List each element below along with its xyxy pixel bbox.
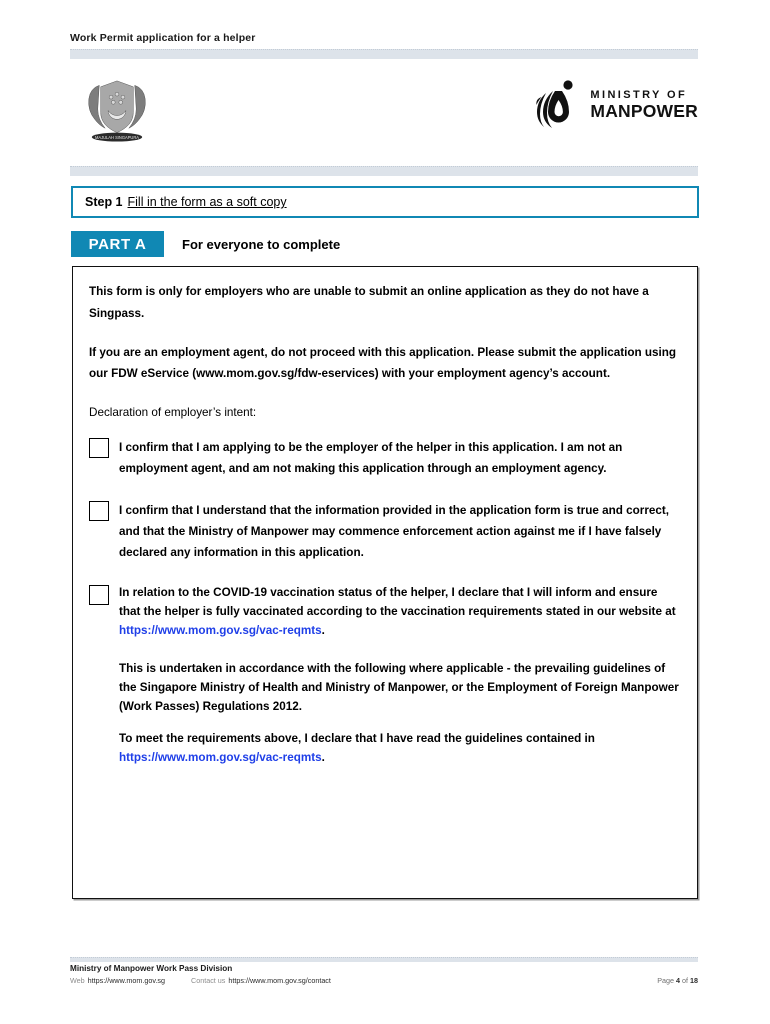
footer-contact-url[interactable]: https://www.mom.gov.sg/contact — [228, 976, 331, 985]
svg-text:MAJULAH SINGAPURA: MAJULAH SINGAPURA — [94, 134, 140, 140]
footer-page-prefix: Page — [657, 976, 674, 985]
part-a-caption: For everyone to complete — [182, 236, 341, 252]
step-number-label: Step 1 — [85, 195, 123, 209]
intro-paragraph-1: This form is only for employers who are unable to submit an online application as they do not have a Singpass. — [89, 285, 649, 320]
part-a-content-box — [72, 266, 698, 899]
declaration-item-3[interactable] — [89, 584, 681, 641]
page-footer — [70, 964, 698, 985]
covid-sub-paragraph-1: This is undertaken in accordance with the following where applicable - the prevailing guidelines of the Singapore Ministry of Health and Ministry of Manpower, or the Employment of Foreign Manpower (Work Passes) Regulations 2012. — [119, 662, 679, 714]
declaration-item-1-text: I confirm that I am applying to be the employer of the helper in this application. I am not an employment agent, and am not making this application through an employment agency. — [119, 441, 623, 476]
checkbox-covid-vaccination-declaration[interactable] — [89, 585, 109, 605]
declaration-title: Declaration of employer’s intent: — [89, 406, 257, 420]
declaration-item-3-text-before: In relation to the COVID-19 vaccination status of the helper, I declare that I will inform and ensure that the helper is fully vaccinated according to the vaccination requirements stated in our website at — [119, 585, 676, 618]
vac-reqmts-link-2[interactable]: https://www.mom.gov.sg/vac-reqmts — [119, 751, 322, 765]
declaration-item-3-text-after: . — [321, 623, 325, 637]
footer-page-total: 18 — [690, 976, 698, 985]
footer-page-number — [657, 976, 698, 985]
footer-divider-band — [70, 957, 698, 962]
footer-title: Ministry of Manpower Work Pass Division — [70, 964, 233, 973]
covid-sub-paragraph-2 — [119, 730, 681, 768]
ministry-of-manpower-logo — [535, 78, 698, 134]
mom-logo-line-1: MINISTRY OF — [590, 88, 688, 101]
step-title-label: Fill in the form as a soft copy — [127, 195, 287, 209]
footer-contact-label: Contact us — [191, 976, 226, 985]
part-a-badge: PART A — [71, 231, 164, 257]
document-header-title: Work Permit application for a helper — [70, 32, 256, 44]
intro-paragraph-2: If you are an employment agent, do not proceed with this application. Please submit the application using our FDW eService (www.mom.gov.sg/fdw-eservices) with your employment agency’s account. — [89, 345, 677, 381]
footer-links-row — [70, 976, 698, 985]
mom-logo-line-2: MANPOWER — [590, 100, 698, 121]
header-divider-band — [70, 49, 698, 59]
footer-web-label: Web — [70, 976, 85, 985]
footer-page-current: 4 — [676, 976, 680, 985]
covid-sub-paragraph-2-after: . — [321, 751, 325, 765]
declaration-item-1[interactable] — [89, 437, 681, 480]
footer-web-url[interactable]: https://www.mom.gov.sg — [87, 976, 166, 985]
section-divider-band — [70, 166, 698, 176]
vac-reqmts-link-1[interactable]: https://www.mom.gov.sg/vac-reqmts — [119, 623, 322, 637]
declaration-item-3-text — [119, 584, 681, 641]
page-header — [70, 32, 698, 59]
part-a-row — [71, 231, 699, 257]
logo-row — [70, 70, 698, 148]
footer-page-of: of — [682, 976, 688, 985]
singapore-state-crest-icon — [80, 72, 154, 146]
checkbox-employer-confirmation[interactable] — [89, 438, 109, 458]
step-1-box — [71, 186, 699, 218]
mom-flame-icon — [535, 78, 581, 134]
checkbox-truthfulness-confirmation[interactable] — [89, 501, 109, 521]
declaration-item-2[interactable] — [89, 500, 681, 564]
declaration-item-2-text: I confirm that I understand that the information provided in the application form is true and correct, and that the Ministry of Manpower may commence enforcement action against me if I have falsely declared any information in this application. — [119, 503, 670, 560]
covid-sub-paragraph-2-before: To meet the requirements above, I declare that I have read the guidelines contained in — [119, 732, 595, 746]
